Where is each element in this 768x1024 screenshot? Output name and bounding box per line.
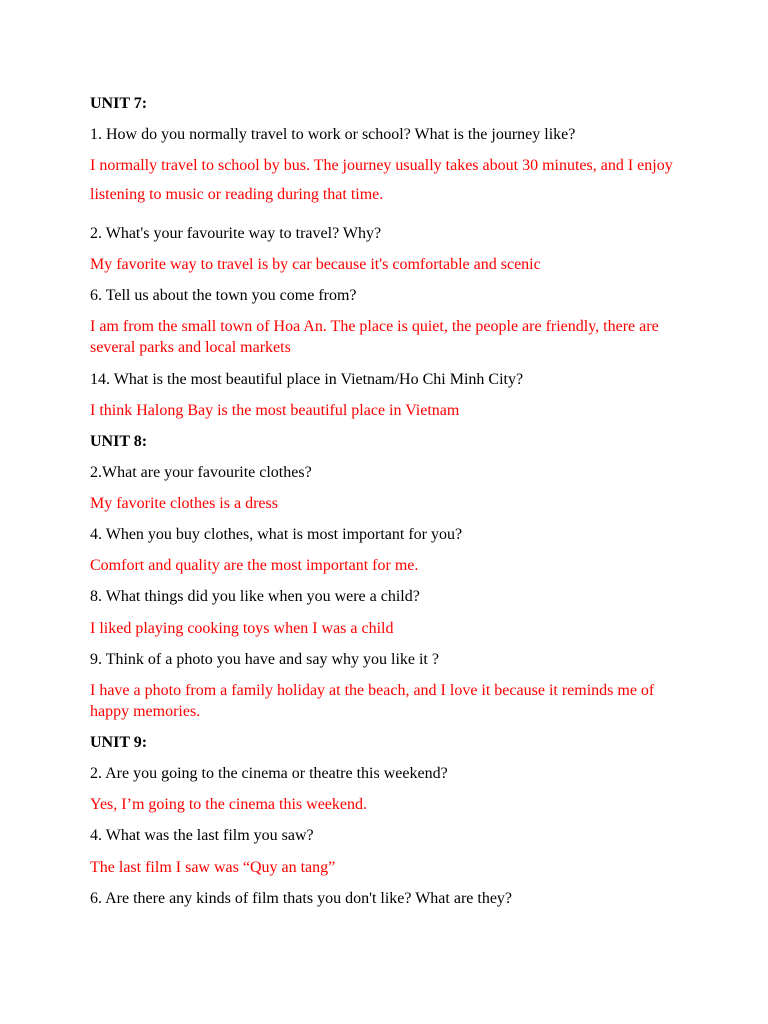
question: 8. What things did you like when you were a child?	[90, 588, 420, 605]
answer: I am from the small town of Hoa An. The place is quiet, the people are friendly, there are several parks and local markets	[90, 318, 659, 356]
question: 9. Think of a photo you have and say why you like it ?	[90, 651, 439, 668]
answer: I think Halong Bay is the most beautiful place in Vietnam	[90, 402, 460, 419]
answer: The last film I saw was “Quy an tang”	[90, 859, 336, 876]
answer: My favorite clothes is a dress	[90, 495, 278, 512]
question: 14. What is the most beautiful place in Vietnam/Ho Chi Minh City?	[90, 371, 524, 388]
question: 4. What was the last film you saw?	[90, 827, 314, 844]
answer: Comfort and quality are the most important for me.	[90, 557, 419, 574]
question: 2. Are you going to the cinema or theatre this weekend?	[90, 765, 448, 782]
answer: I liked playing cooking toys when I was a child	[90, 620, 394, 637]
unit-heading: UNIT 9:	[90, 734, 148, 751]
question: 4. When you buy clothes, what is most important for you?	[90, 526, 463, 543]
question: 2.What are your favourite clothes?	[90, 464, 312, 481]
unit-heading: UNIT 8:	[90, 433, 148, 450]
question: 6. Tell us about the town you come from?	[90, 287, 357, 304]
unit-heading: UNIT 7:	[90, 95, 148, 112]
question: 1. How do you normally travel to work or school? What is the journey like?	[90, 126, 576, 143]
answer: My favorite way to travel is by car because it's comfortable and scenic	[90, 256, 541, 273]
question: 6. Are there any kinds of film thats you don't like? What are they?	[90, 890, 513, 907]
answer: I have a photo from a family holiday at the beach, and I love it because it reminds me of happy memories.	[90, 682, 655, 720]
answer: I normally travel to school by bus. The journey usually takes about 30 minutes, and I enjoy listening to music or reading during that time.	[90, 157, 673, 203]
answer: Yes, I’m going to the cinema this weekend.	[90, 796, 367, 813]
question: 2. What's your favourite way to travel? Why?	[90, 225, 382, 242]
